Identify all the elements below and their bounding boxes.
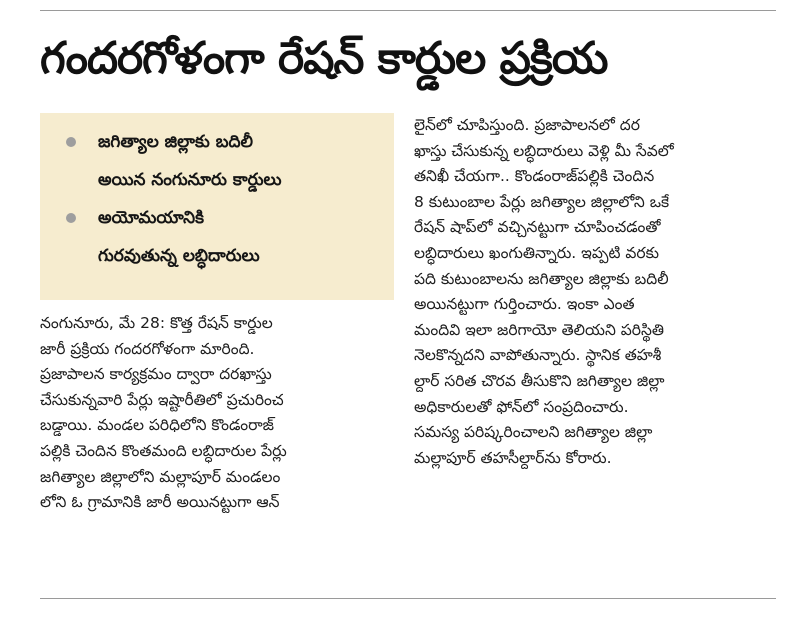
highlight-item	[66, 199, 382, 275]
text-line: మందివి ఇలా జరిగాయో తెలియని పరిస్థితి	[414, 320, 664, 339]
text-line: ల్దార్‌ సరిత చొరవ తీసుకొని జగిత్యాల జిల్లా	[414, 371, 665, 390]
text-line: బడ్డాయి. మండల పరిధిలోని కొండంరాజ్‌	[40, 416, 274, 435]
text-line: తనిఖీ చేయగా.. కొండంరాజ్‌పల్లికి చెందిన	[414, 167, 655, 186]
article-paragraph	[40, 311, 394, 516]
text-line: పల్లికి చెందిన కొంతమంది లబ్ధిదారుల పేర్లు	[40, 441, 287, 460]
article-paragraph	[414, 113, 776, 471]
text-line: చేసుకున్నవారి పేర్లు ఇష్టారీతిలో ప్రచురించ	[40, 390, 284, 409]
highlights-box	[40, 113, 394, 300]
text-line: జగిత్యాల జిల్లాలోని మల్లాపూర్‌ మండలం	[40, 467, 281, 486]
highlight-line: గురవుతున్న లబ్ధిదారులు	[98, 246, 260, 266]
text-line: లబ్ధిదారులు ఖంగుతిన్నారు. ఇప్పటి వరకు	[414, 243, 660, 262]
text-line: రేషన్‌ షాప్‌లో వచ్చినట్టుగా చూపించడంతో	[414, 218, 661, 237]
highlight-line: అయిన నంగునూరు కార్డులు	[98, 170, 282, 190]
headline: గందరగోళంగా రేషన్‌ కార్డుల ప్రక్రియ	[40, 33, 608, 84]
highlight-line: అయోమయానికి	[98, 208, 204, 228]
text-line: లోని ఓ గ్రామానికి జారీ అయినట్టుగా ఆన్‌	[40, 493, 280, 512]
text-line: అయినట్టుగా గుర్తించారు. ఇంకా ఎంత	[414, 295, 635, 314]
article-column-right	[414, 113, 776, 471]
text-line: మల్లాపూర్‌ తహసీల్దార్‌ను కోరారు.	[414, 448, 612, 467]
bottom-rule	[40, 598, 776, 599]
article-column-left	[40, 311, 394, 516]
text-line: ప్రజాపాలన కార్యక్రమం ద్వారా దరఖాస్తు	[40, 365, 272, 384]
text-line: నంగునూరు, మే 28: కొత్త రేషన్‌ కార్డుల	[40, 314, 273, 332]
highlight-item	[66, 123, 382, 199]
bullet-icon	[66, 213, 76, 223]
text-line: 8 కుటుంబాల పేర్లు జగిత్యాల జిల్లాలోని ఒకే	[414, 192, 670, 211]
bullet-icon	[66, 137, 76, 147]
text-line: సమస్య పరిష్కరించాలని జగిత్యాల జిల్లా	[414, 423, 653, 442]
text-line: పది కుటుంబాలను జగిత్యాల జిల్లాకు బదిలీ	[414, 269, 669, 288]
text-line: అధికారులతో ఫోన్‌లో సంప్రదించారు.	[414, 397, 629, 416]
text-line: లైన్‌లో చూపిస్తుంది. ప్రజాపాలనలో దర	[414, 116, 640, 134]
top-rule	[40, 10, 776, 11]
text-line: జారీ ప్రక్రియ గందరగోళంగా మారింది.	[40, 339, 255, 358]
text-line: ఖాస్తు చేసుకున్న లబ్ధిదారులు వెళ్లి మీ సేవలో	[414, 141, 674, 160]
text-line: నెలకొన్నదని వాపోతున్నారు. స్థానిక తహశీ	[414, 346, 662, 365]
highlight-line: జగిత్యాల జిల్లాకు బదిలీ	[98, 132, 253, 152]
